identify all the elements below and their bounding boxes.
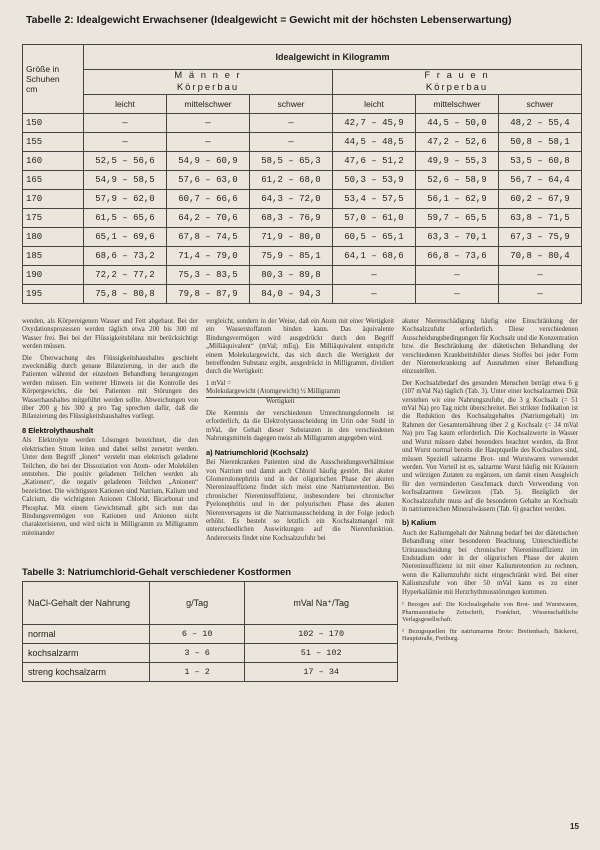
size-cell: 170 xyxy=(23,190,84,209)
table3-title: Tabelle 3: Natriumchlorid-Gehalt verschiedener Kostformen xyxy=(22,567,292,578)
size-cell: 195 xyxy=(23,285,84,304)
weight-cell: — xyxy=(250,133,333,152)
value-cell: 102 – 170 xyxy=(245,625,398,644)
weight-cell: 70,8 – 80,4 xyxy=(499,247,582,266)
formula-denominator: Wertigkeit xyxy=(266,397,295,405)
size-header-line1: Größe in xyxy=(26,64,60,74)
section-heading: 8 Elektrolythaushalt xyxy=(22,425,94,435)
value-cell: 51 – 102 xyxy=(245,644,398,663)
size-cell: 160 xyxy=(23,152,84,171)
weight-cell: — xyxy=(499,266,582,285)
table-row xyxy=(23,285,582,304)
paragraph: Die Überwachung des Flüssigkeitshaushaltes geschieht zweckmäßig durch genaue Bilanzierung, in der auch die Patienten während der einzelnen Behandlung herangezogen werden müssen. Ein weiterer Hinweis ist die Kontrolle des Körpergewichts, die bei Patienten mit Störungen des Wasserhaushaltes mitgeführt werden sollte. Abweichungen von über 200 g bis 300 g pro Tag sprechen dafür, daß die Bilanzierung des Flüssigkeitshaushaltes vorliegt. xyxy=(22,354,198,421)
text-column-1 xyxy=(22,318,198,562)
weight-cell: 64,2 – 70,6 xyxy=(167,209,250,228)
men-group-header xyxy=(84,70,333,95)
weight-cell: 52,6 – 58,9 xyxy=(416,171,499,190)
weight-cell: 61,2 – 68,0 xyxy=(250,171,333,190)
col-header: leicht xyxy=(333,95,416,114)
size-cell: 155 xyxy=(23,133,84,152)
value-cell: 3 – 6 xyxy=(150,644,245,663)
size-cell: 190 xyxy=(23,266,84,285)
weight-cell: 56,1 – 62,9 xyxy=(416,190,499,209)
size-cell: 180 xyxy=(23,228,84,247)
weight-cell: 57,0 – 61,0 xyxy=(333,209,416,228)
section-heading: b) Kalium xyxy=(402,518,437,528)
weight-cell: — xyxy=(499,285,582,304)
weight-cell: — xyxy=(84,133,167,152)
table3-body xyxy=(23,625,398,682)
weight-cell: 64,3 – 72,0 xyxy=(250,190,333,209)
weight-cell: 53,5 – 60,8 xyxy=(499,152,582,171)
weight-cell: 59,7 – 65,5 xyxy=(416,209,499,228)
weight-cell: 44,5 – 48,5 xyxy=(333,133,416,152)
col-header: mittelschwer xyxy=(167,95,250,114)
col-header: leicht xyxy=(84,95,167,114)
formula-lhs: 1 mVal = xyxy=(206,379,231,387)
size-cell: 165 xyxy=(23,171,84,190)
table-row xyxy=(23,228,582,247)
table-row xyxy=(23,663,398,682)
weight-cell: 60,7 – 66,6 xyxy=(167,190,250,209)
formula-numerator: Molekulargewicht (Atomgewicht) ½ Milligramm xyxy=(206,388,340,397)
table-row xyxy=(23,190,582,209)
table2-body xyxy=(23,114,582,304)
col-header: NaCl-Gehalt der Nahrung xyxy=(23,582,150,625)
col-header: schwer xyxy=(250,95,333,114)
weight-cell: 53,4 – 57,5 xyxy=(333,190,416,209)
women-label: F r a u e n xyxy=(424,70,490,81)
size-header-line2: Schuhen xyxy=(26,74,60,84)
page-number: 15 xyxy=(570,822,579,831)
value-cell: 1 – 2 xyxy=(150,663,245,682)
footnote: ¹ Bezogen auf: Die Kochsalzgehalte von Brot- und Wurstwaren, Pharmazeutische Zeitschrift, Frankfurt, Wissenschaftliche Verlagsgesellschaft. xyxy=(402,601,578,624)
weight-cell: 68,6 – 73,2 xyxy=(84,247,167,266)
weight-cell: 75,9 – 85,1 xyxy=(250,247,333,266)
weight-cell: 44,5 – 50,0 xyxy=(416,114,499,133)
diet-label-cell: normal xyxy=(23,625,150,644)
col-header: mittelschwer xyxy=(416,95,499,114)
weight-cell: 58,5 – 65,3 xyxy=(250,152,333,171)
weight-cell: 80,3 – 89,8 xyxy=(250,266,333,285)
weight-cell: 49,9 – 55,3 xyxy=(416,152,499,171)
weight-cell: 60,5 – 65,1 xyxy=(333,228,416,247)
ideal-weight-table xyxy=(22,44,582,304)
size-cell: 150 xyxy=(23,114,84,133)
weight-cell: 63,8 – 71,5 xyxy=(499,209,582,228)
sodium-chloride-table xyxy=(22,581,398,682)
weight-cell: — xyxy=(167,114,250,133)
weight-cell: — xyxy=(250,114,333,133)
table-row xyxy=(23,171,582,190)
weight-cell: 54,9 – 58,5 xyxy=(84,171,167,190)
weight-cell: — xyxy=(416,285,499,304)
weight-cell: 54,9 – 60,9 xyxy=(167,152,250,171)
weight-cell: 52,5 – 56,6 xyxy=(84,152,167,171)
table-row xyxy=(23,152,582,171)
weight-cell: — xyxy=(333,285,416,304)
weight-cell: 84,0 – 94,3 xyxy=(250,285,333,304)
weight-cell: 64,1 – 68,6 xyxy=(333,247,416,266)
table-row xyxy=(23,133,582,152)
paragraph: Als Elektrolyte werden Lösungen bezeichnet, die den elektrischen Strom leiten und dabei selbst zersetzt werden. Unter dem Begriff „Ionen“ versteht man elektrisch geladene Teilchen, die bei der Dissoziation von Atom- oder Molekülen entstehen. Die positiv geladenen Teilchen werden als „Kationen“, die negativ geladenen Teilchen „Anionen“ bezeichnet. Die wichtigsten Kationen sind Natrium, Kalium und Calcium, die wichtigsten Anionen Chlorid, Bicarbonat und Phosphat. Mit einem Gewichtsmaß gibt sich nun das Bindungsvermögen von Kationen und Anionen nicht charakterisieren, und wird nicht in Milligramm zu Milligramm miteinander xyxy=(22,437,198,537)
paragraph: akuter Nierenschädigung häufig eine Einschränkung der Kochsalzzufuhr erforderlich. Diese verschiedenen Ausscheidungsbedingungen für Kochsalz und die Konzentration bzw. die Beschränkung der diätetischen Behandlung der verschiedenen Krankheitsbilder dieses Stoffes bei jeder Form der Nierenerkrankung auf Ausnahmen einer Behandlung einzustellen. xyxy=(402,318,578,376)
weight-cell: 48,2 – 55,4 xyxy=(499,114,582,133)
women-group-header xyxy=(333,70,582,95)
weight-cell: 66,8 – 73,6 xyxy=(416,247,499,266)
weight-cell: 71,9 – 80,0 xyxy=(250,228,333,247)
weight-cell: 65,1 – 69,6 xyxy=(84,228,167,247)
size-cell: 175 xyxy=(23,209,84,228)
size-cell: 185 xyxy=(23,247,84,266)
paragraph: vergleicht, sondern in der Weise, daß ein Atom mit einer Wertigkeit ein Wasserstoffatom binden kann. Das äquivalente Bindungsvermögen wird ausgedrückt durch den Begriff „Milliäquivalent“ (mVal; mEq). Ein Milliäquivalent entspricht einem Molekulargewicht, das sich durch die Wertigkeit der betreffenden Substanz ergibt, ausgedrückt in Milligramm, dividiert durch die Wertigkeit: xyxy=(206,318,394,376)
weight-cell: 63,3 – 70,1 xyxy=(416,228,499,247)
weight-cell: 68,3 – 76,9 xyxy=(250,209,333,228)
women-build-label: Körperbau xyxy=(425,82,489,93)
value-cell: 6 – 10 xyxy=(150,625,245,644)
size-header xyxy=(23,45,84,114)
weight-cell: 47,6 – 51,2 xyxy=(333,152,416,171)
diet-label-cell: kochsalzarm xyxy=(23,644,150,663)
weight-cell: 72,2 – 77,2 xyxy=(84,266,167,285)
section-heading: a) Natriumchlorid (Kochsalz) xyxy=(206,447,309,457)
weight-cell: 60,2 – 67,9 xyxy=(499,190,582,209)
table2-super-header: Idealgewicht in Kilogramm xyxy=(84,45,582,70)
table2-title: Tabelle 2: Idealgewicht Erwachsener (Idealgewicht = Gewicht mit der höchsten Lebenserwartung) xyxy=(26,14,512,26)
paragraph: Der Kochsalzbedarf des gesunden Menschen beträgt etwa 6 g (107 mVal Na) täglich (Tab. 3). Unter einer kochsalzarmen Diät verstehen wir eine Nahrungszufuhr, die 3 g Kochsalz (= 51 mVal Na) pro Tag nicht überschreitet. Bei strikter Indikation ist die Reduktion des Kochsalzgehaltes (Natriumgehalt) im Rahmen der Gesamternährung über 2 g Kochsalz (= 34 mVal Na) pro Tag kaum erforderlich. Die Kochsalzwerte in Wasser und Wurst müssen dabei besonders beachtet werden, da Brot und Wurst normal bereits die Hauptquelle des Kochsalzes sind, müssen Speziell salzarme Brot- und Wurstwaren verwendet werden. Von Vorteil ist es, salzarme Wurst häufig mit Kräutern und würzigen Zutaten zu ergänzen, um damit einen Ausgleich für den verminderten Geschmack durch Verwendung von kochsalzarmen Gewürzen (Tab. 5). Bezüglich der Kochsalzzufuhr muss auf die besonderen Gehalte an Kochsalz in natriumreichen Mineralwässern (Tab. 6) geachtet werden. xyxy=(402,379,578,513)
table-row xyxy=(23,247,582,266)
weight-cell: 56,7 – 64,4 xyxy=(499,171,582,190)
paragraph: Auch der Kaliumgehalt der Nahrung bedarf bei der diätetischen Behandlung einer besonderen Beachtung. Unterschiedliche Urinausscheidung bei chronischer Niereninsuffizienz im Endstadium oder in der oligurischen Phase der akuten Niereninsuffizienz ist mit einer Kaliumretention zu rechnen, wenn die Kaliumzufuhr nicht eingeschränkt wird. Bei einer Kaliumzufuhr von über 50 mVal kann es zu einer Hyperkaliämie mit Herzrhythmusstörungen kommen. xyxy=(402,529,578,596)
weight-cell: 67,3 – 75,9 xyxy=(499,228,582,247)
weight-cell: 75,8 – 80,8 xyxy=(84,285,167,304)
col-header: mVal Na⁺/Tag xyxy=(245,582,398,625)
weight-cell: — xyxy=(333,266,416,285)
weight-cell: 42,7 – 45,9 xyxy=(333,114,416,133)
weight-cell: 75,3 – 83,5 xyxy=(167,266,250,285)
weight-cell: — xyxy=(416,266,499,285)
table-row xyxy=(23,209,582,228)
table-row xyxy=(23,625,398,644)
col-header: g/Tag xyxy=(150,582,245,625)
paragraph: wenden, als Körpereigenen Wasser und Fett abgebaut. Bei der Oxydationsprozessen werden täglich etwa 200 bis 300 ml Wasser frei. Bei bei der Flüssigkeitsbilanz mit berücksichtigt werden müssen. xyxy=(22,318,198,351)
weight-cell: 57,6 – 63,0 xyxy=(167,171,250,190)
value-cell: 17 – 34 xyxy=(245,663,398,682)
weight-cell: 57,9 – 62,0 xyxy=(84,190,167,209)
men-build-label: Körperbau xyxy=(176,82,240,93)
col-header: schwer xyxy=(499,95,582,114)
footnote: ² Bezugsquellen für natriumarme Brote: Breitenbach, Bäckerei, Hauptstraße, Freiburg. xyxy=(402,627,578,643)
weight-cell: 50,8 – 58,1 xyxy=(499,133,582,152)
paragraph: Die Kenntnis der verschiedenen Umrechnungsformeln ist erforderlich, da die Elektrolytausscheidung im Urin oder Stuhl in mVal, der Gehalt dieser Substanzen in den verschiedenen Nahrungsmitteln dagegen meist als Milligramm angegeben wird. xyxy=(206,410,394,443)
weight-cell: 47,2 – 52,6 xyxy=(416,133,499,152)
text-column-3 xyxy=(402,318,578,818)
size-header-line3: cm xyxy=(26,84,38,94)
diet-label-cell: streng kochsalzarm xyxy=(23,663,150,682)
weight-cell: 50,3 – 53,9 xyxy=(333,171,416,190)
paragraph: Bei Nierenkranken Patienten sind die Ausscheidungsverhältnisse von Natrium und damit auch Chlorid häufig gestört. Bei akuter Glomerulonephritis und in der oligurischen Phase der akuten Niereninsuffizienz findet sich meist eine Natriumretention. Bei chronischer Niereninsuffizienz, insbesondere bei chronischer Pyelonephritis und in der polyurischen Phase des akuten Nierenversagens ist die Natriumausscheidung in der Folge jedoch erhöht. Es besteht so letztlich ein Kochsalzmangel mit unterschiedlichen Auswirkungen auf die Nierenfunktion. Andererseits findet eine Kochsalzzufuhr bei xyxy=(206,459,394,542)
mval-formula xyxy=(206,380,394,406)
weight-cell: — xyxy=(84,114,167,133)
weight-cell: 61,5 – 65,6 xyxy=(84,209,167,228)
table-row xyxy=(23,114,582,133)
men-label: M ä n n e r xyxy=(174,70,242,81)
weight-cell: 79,8 – 87,9 xyxy=(167,285,250,304)
table-row xyxy=(23,266,582,285)
weight-cell: 67,8 – 74,5 xyxy=(167,228,250,247)
weight-cell: 71,4 – 79,0 xyxy=(167,247,250,266)
table-row xyxy=(23,644,398,663)
weight-cell: — xyxy=(167,133,250,152)
text-column-2 xyxy=(206,318,394,562)
